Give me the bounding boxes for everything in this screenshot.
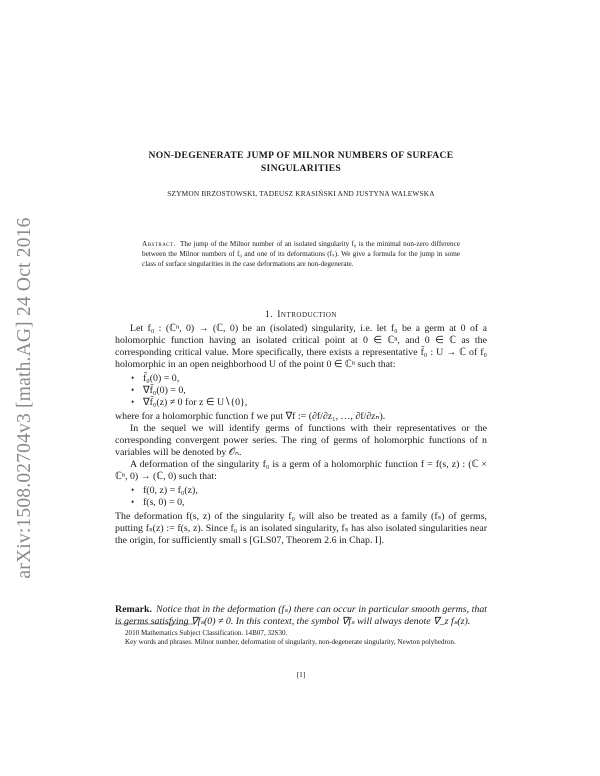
deformation-condition-item: • f(s, 0) = 0, — [143, 497, 487, 509]
deformation-condition-item: • f(0, z) = f₀(z), — [143, 485, 487, 497]
section-heading — [115, 309, 487, 320]
condition-item: • ∇f̃₀(z) ≠ 0 for z ∈ U∖{0}, — [143, 397, 487, 409]
abstract — [142, 239, 460, 270]
intro-paragraph-4: A deformation of the singularity f₀ is a germ of a holomorphic function f = f(s, z) : (ℂ × ℂⁿ, 0) → (ℂ, 0) such that: — [115, 459, 487, 483]
abstract-label: Abstract. — [142, 240, 176, 248]
arxiv-stamp — [10, 188, 40, 608]
footnotes — [115, 629, 487, 648]
paper-title — [115, 149, 487, 175]
page-number: [1] — [296, 670, 306, 679]
remark-text: Notice that in the deformation (fₛ) there can occur in particular smooth germs, that is germs satisfying ∇fₛ(0) ≠ 0. In this context, the symbol ∇fₛ will always denote ∇_z fₛ(z). — [115, 604, 487, 628]
footnote-keywords: Key words and phrases. Milnor number, deformation of singularity, non-degenerate singularity, Newton polyhedron. — [125, 638, 456, 647]
abstract-text: The jump of the Milnor number of an isolated singularity f₀ is the minimal non-zero difference between the Milnor numbers of f₀ and one of its deformations (fₛ). We give a formula for the jump in some class of surface singularities in the case deformations are non-degenerate. — [142, 240, 460, 269]
intro-paragraph-5: The deformation f(s, z) of the singularity f₀ will also be treated as a family (fₛ) of germs, putting fₛ(z) := f(s, z). Since f₀ is an isolated singularity, fₛ has also isolated singularities near the origin, for sufficiently small s [GLS07, Theorem 2.6 in Chap. I]. — [115, 510, 487, 547]
footnote-rule — [115, 623, 195, 625]
authors: SZYMON BRZOSTOWSKI, TADEUSZ KRASIŃSKI AND JUSTYNA WALEWSKA — [167, 189, 435, 198]
condition-item: • ∇f̃₀(0) = 0, — [143, 385, 487, 397]
section-title: Introduction — [277, 309, 337, 320]
title-line-2: SINGULARITIES — [260, 163, 342, 174]
section-number: 1. — [265, 309, 274, 320]
intro-paragraph-1: Let f₀ : (ℂⁿ, 0) → (ℂ, 0) be an (isolated) singularity, i.e. let f₀ be a germ at 0 of a holomorphic function having an isolated critical point at 0 ∈ ℂⁿ, and 0 ∈ ℂ as the corresponding critical value. More specifically, there exists a representative f̃₀ : U → ℂ of f₀ holomorphic in an open neighborhood U of the point 0 ∈ ℂⁿ such that: — [115, 323, 487, 371]
intro-paragraph-2: where for a holomorphic function f we put ∇f := (∂f/∂z₁, …, ∂f/∂zₙ). — [115, 410, 386, 422]
title-line-1: NON-DEGENERATE JUMP OF MILNOR NUMBERS OF SURFACE — [148, 150, 454, 161]
critical-point-conditions — [115, 373, 487, 408]
deformation-conditions — [115, 485, 487, 509]
intro-paragraph-3: In the sequel we will identify germs of functions with their representatives or the corresponding convergent power series. The ring of germs of holomorphic functions of n variables will be denoted by 𝒪ₙ. — [115, 422, 487, 459]
arxiv-stamp-text: arXiv:1508.02704v3 [math.AG] 24 Oct 2016 — [14, 217, 35, 579]
intro-text — [115, 323, 487, 547]
condition-item: • f̃₀(0) = 0, — [143, 373, 487, 385]
footnote-msc: 2010 Mathematics Subject Classification. 14B07, 32S30. — [125, 629, 288, 637]
remark-label: Remark. — [115, 604, 153, 615]
